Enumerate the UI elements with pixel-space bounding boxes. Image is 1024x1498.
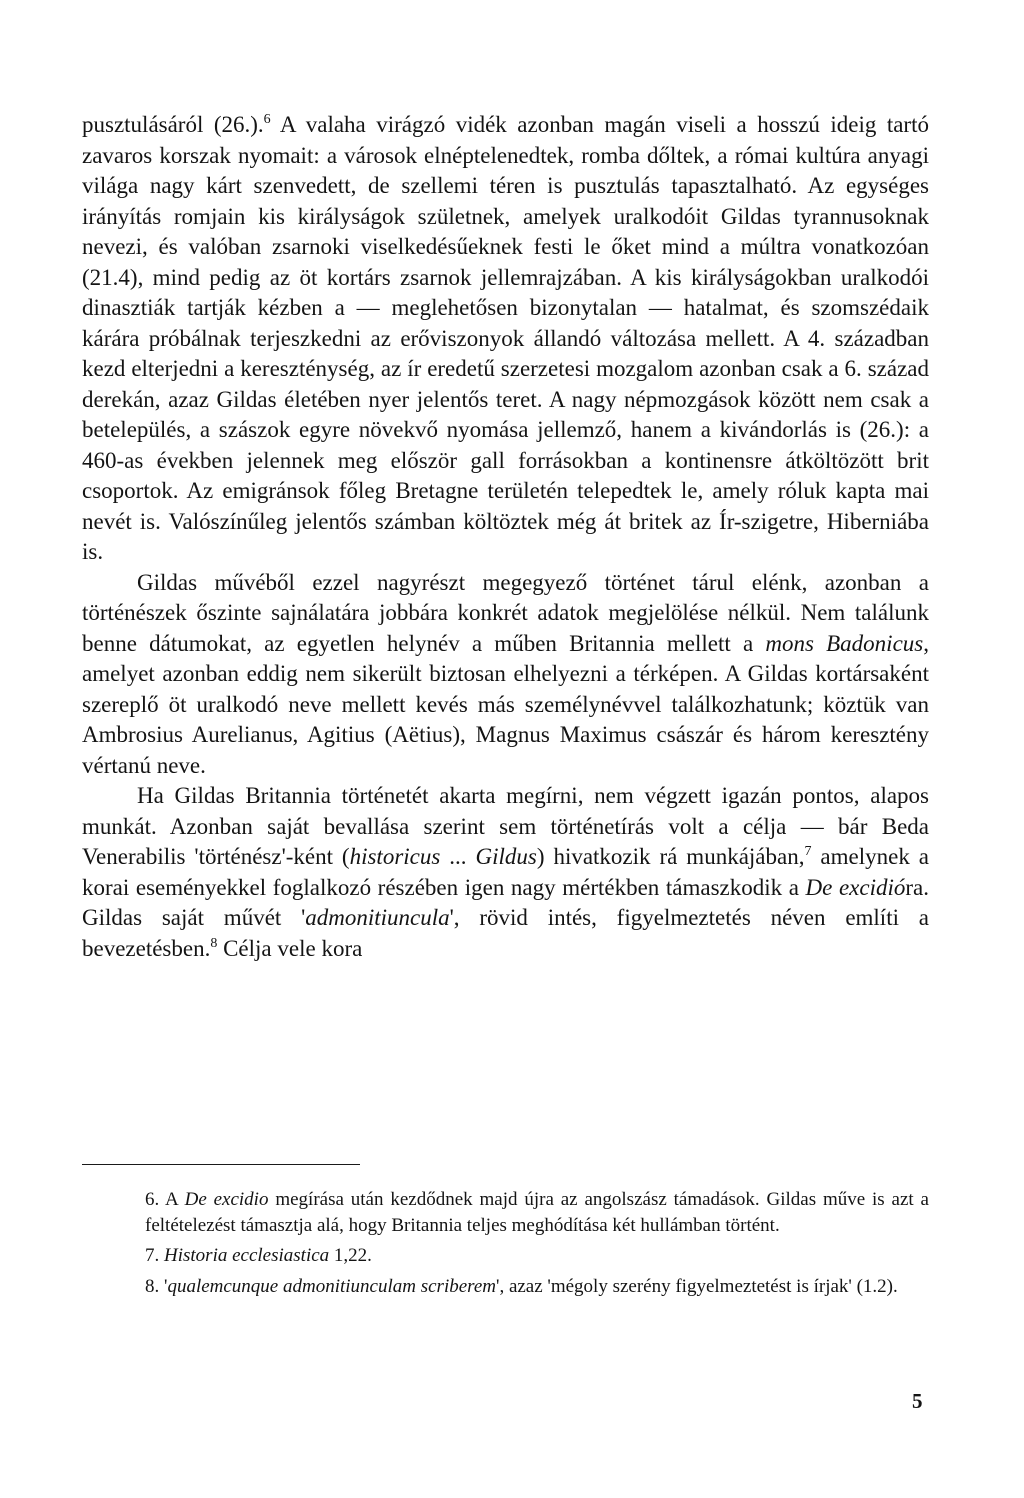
text-run: pusztulásáról (26.).: [82, 112, 264, 137]
body-text: [82, 110, 929, 964]
text-run: Gildas művéből ezzel nagyrészt megegyező történet tárul elénk, azonban a történészek őszinte sajnálatára jobbára konkrét adatok megjelölése nélkül. Nem találunk benne dátumokat, az egyetlen helynév a műben Britannia mellett a: [82, 569, 929, 656]
text-run: Célja vele kora: [217, 935, 363, 961]
footnote: [145, 1274, 929, 1300]
footnote-separator: [82, 1164, 360, 1165]
paragraph: [82, 781, 929, 964]
text-run: 7.: [145, 1245, 164, 1266]
text-run: ra. Gildas saját művét ': [82, 874, 929, 930]
italic-text: De excidio: [184, 1189, 269, 1210]
text-run: A valaha virágzó vidék azonban magán viseli a hosszú ideig tartó zavaros korszak nyomait: a városok elnéptelenedtek, romba dőltek, a római kultúra anyagi világa nagy kárt szenvedett, de szellemi téren is pusztulás tapasztalható. Az egységes irányítás romjain kis királyságok születnek, amelyek uralkodóit Gildas tyrannusoknak nevezi, és valóban zsarnoki viselkedésűeknek festi le őket mind a múltra vonatkozóan (21.4), mind pedig az öt kortárs zsarnok jellemrajzában. A kis királyságokban uralkodói dinasztiák tartják kézben a — meglehetősen bizonytalan — hatalmat, és szomszédaik kárára próbálnak terjeszkedni az erőviszonyok állandó változása mellett. A 4. században kezd elterjedni a kereszténység, az ír eredetű szerzetesi mozgalom azonban csak a 6. század derekán, azaz Gildas életében nyer jelentős teret. A nagy népmozgások között nem csak a betelepülés, a szászok egyre növekvő nyomása jellemző, hanem a kivándorlás is (26.): a 460-as években jelennek meg először gall forrásokban a kontinensre átköltözött brit csoportok. Az emigránsok főleg Bretagne területén telepedtek le, amely róluk kapta mai nevét is. Valószínűleg jelentős számban költöztek még át britek az Ír-szigetre, Hiberniába is.: [82, 112, 929, 564]
page-number: 5: [912, 1389, 923, 1413]
footnote-reference: 8: [210, 935, 218, 951]
text-run: 8. ': [145, 1275, 168, 1297]
italic-text: qualemcunque admonitiunculam scriberem: [167, 1275, 497, 1297]
text-run: amelynek a korai eseményekkel foglalkozó részében igen nagy mértékben támaszkodik a: [82, 844, 929, 900]
text-run: ', azaz 'mégoly szerény figyelmeztetést is írjak' (1.2).: [496, 1275, 898, 1297]
text-run: 6. A: [145, 1189, 185, 1210]
italic-text: Historia ecclesiastica: [164, 1245, 330, 1266]
text-run: 1,22.: [329, 1245, 372, 1266]
paragraph: [82, 568, 929, 782]
text-run: ', rövid intés, figyelmeztetés néven említi a bevezetésben.: [82, 905, 929, 961]
footnotes: [145, 1187, 929, 1304]
paragraph: [82, 110, 929, 568]
italic-text: admonitiuncula: [305, 905, 450, 930]
italic-text: mons Badonicus: [765, 630, 924, 656]
text-run: megírása után kezdődnek majd újra az angolszász támadások. Gildas műve is azt a feltételezést támasztja alá, hogy Britannia teljes meghódítása két hullámban történt.: [145, 1189, 929, 1236]
text-run: ) hivatkozik rá munkájában,: [536, 844, 805, 869]
text-run: ...: [440, 844, 476, 869]
footnote: [145, 1243, 929, 1269]
footnote: [145, 1187, 929, 1238]
footnote-reference: 7: [804, 844, 812, 859]
italic-text: De excidió: [805, 874, 906, 900]
italic-text: Gildus: [475, 844, 537, 869]
italic-text: historicus: [349, 844, 441, 869]
footnote-reference: 6: [263, 112, 271, 127]
text-run: Ha Gildas Britannia történetét akarta megírni, nem végzett igazán pontos, alapos munkát. Azonban saját bevallása szerint sem történetírás volt a célja — bár Beda Venerabilis 'történész'-ként (: [82, 783, 929, 869]
text-run: , amelyet azonban eddig nem sikerült biztosan elhelyezni a térképen. A Gildas kortársaként szereplő öt uralkodó neve mellett kevés más személynévvel találkozhatunk; köztük van Ambrosius Aurelianus, Agitius (Aëtius), Magnus Maximus császár és három keresztény vértanú neve.: [82, 630, 929, 778]
